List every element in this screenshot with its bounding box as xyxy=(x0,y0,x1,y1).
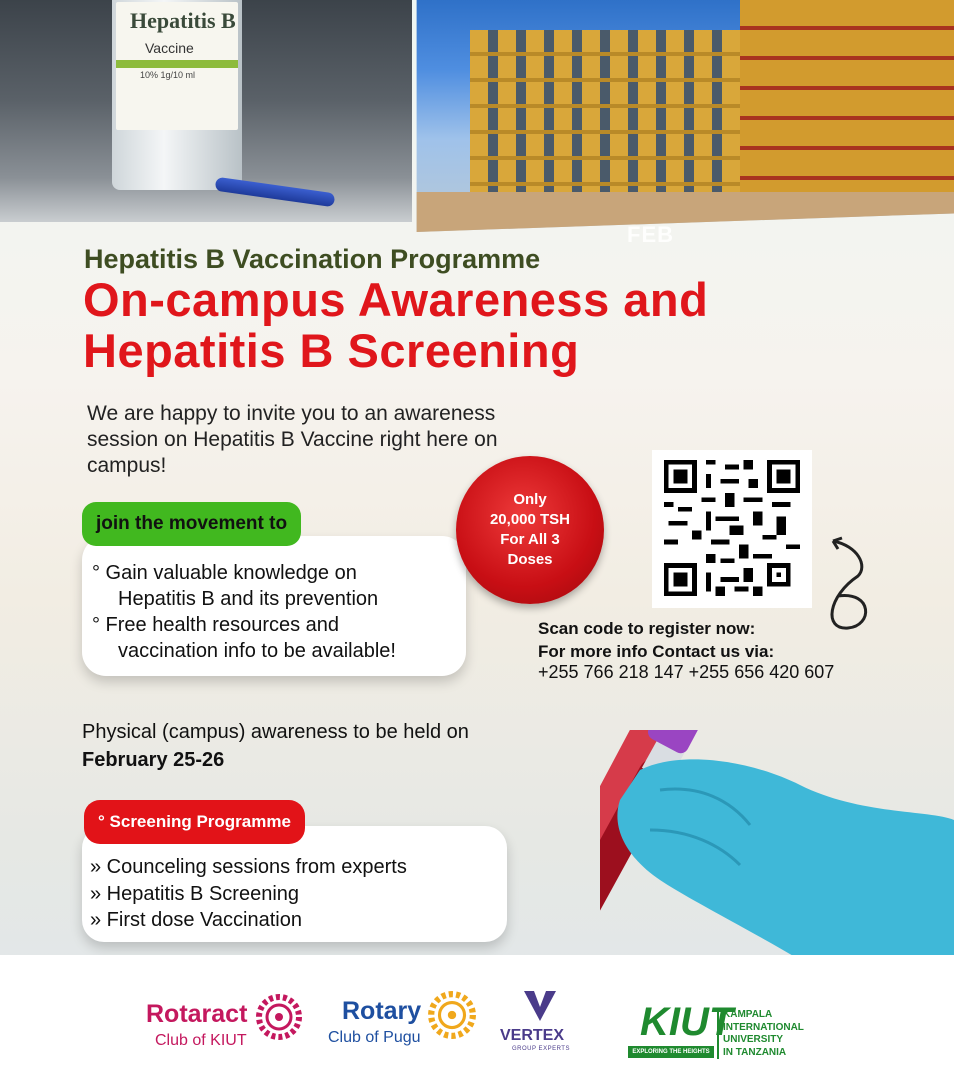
programme-subtitle: Hepatitis B Vaccination Programme xyxy=(84,244,541,274)
seal-line-3: For All 3 xyxy=(500,531,560,548)
benefit-item-1-cont: Hepatitis B and its prevention xyxy=(118,588,379,610)
gloved-hand-blood-tube-image xyxy=(600,730,954,960)
building-wing xyxy=(740,0,954,195)
vertex-logo-sub: GROUP EXPERTS xyxy=(512,1046,570,1052)
screening-item-2: » Hepatitis B Screening xyxy=(90,882,300,905)
seal-line-1: Only xyxy=(513,491,547,508)
syringe-needle xyxy=(215,177,336,208)
benefit-item-1: ° Gain valuable knowledge on xyxy=(92,562,357,584)
seal-line-4: Doses xyxy=(507,551,553,568)
benefit-item-2: ° Free health resources and xyxy=(92,614,340,636)
qr-code[interactable] xyxy=(664,460,800,596)
event-dates: February 25-26 xyxy=(82,749,225,771)
price-seal xyxy=(456,456,604,604)
seal-line-2: 20,000 TSH xyxy=(489,511,571,528)
kiut-logo-tagline: EXPLORING THE HEIGHTS xyxy=(628,1046,714,1058)
invite-text: We are happy to invite you to an awareness session on Hepatitis B Vaccine right here on campus! xyxy=(87,402,498,477)
vial-subtitle: Vaccine xyxy=(145,40,194,56)
screening-list xyxy=(90,854,500,934)
rotaract-logo-club: Club of KIUT xyxy=(155,1032,247,1049)
contact-text: For more info Contact us via: xyxy=(538,642,775,661)
benefit-item-2-cont: vaccination info to be available! xyxy=(118,640,396,662)
join-movement-pill: join the movement to xyxy=(82,502,301,546)
kiut-logo-letters: KIUT xyxy=(640,1000,734,1044)
scan-text: Scan code to register now: xyxy=(538,619,756,638)
title-line-2: Hepatitis B Screening xyxy=(83,324,580,377)
kiut-logo-fullname: KAMPALA INTERNATIONAL UNIVERSITY IN TANZANIA xyxy=(717,1009,833,1059)
feb-watermark: FEB xyxy=(627,222,674,247)
physical-awareness: Physical (campus) awareness to be held on February 25-26 xyxy=(82,721,469,771)
screening-pill: ° Screening Programme xyxy=(84,800,305,844)
rotary-logo-club: Club of Pugu xyxy=(328,1029,421,1046)
rotaract-wheel-icon xyxy=(255,993,303,1041)
vial-dose: 10% 1g/10 ml xyxy=(140,70,196,80)
phone-numbers[interactable]: +255 766 218 147 +255 656 420 607 xyxy=(538,662,835,682)
vertex-logo-name: VERTEX xyxy=(500,1027,565,1044)
screening-item-1: » Counceling sessions from experts xyxy=(90,856,407,878)
vertex-logo-icon xyxy=(522,989,558,1023)
vial-band xyxy=(116,60,238,68)
benefits-list xyxy=(92,560,472,664)
rotary-logo-name: Rotary xyxy=(342,997,422,1025)
page-title xyxy=(83,274,708,376)
vial-title: Hepatitis B xyxy=(130,8,236,33)
campus-building-photo xyxy=(400,0,954,232)
rotary-wheel-icon xyxy=(427,990,477,1040)
register-info xyxy=(538,617,948,663)
vaccine-vial-photo xyxy=(0,0,412,222)
title-line-1: On-campus Awareness and xyxy=(83,273,709,326)
rotaract-logo-name: Rotaract xyxy=(146,1000,248,1028)
building-ground xyxy=(400,192,954,232)
screening-item-3: » First dose Vaccination xyxy=(90,909,302,931)
